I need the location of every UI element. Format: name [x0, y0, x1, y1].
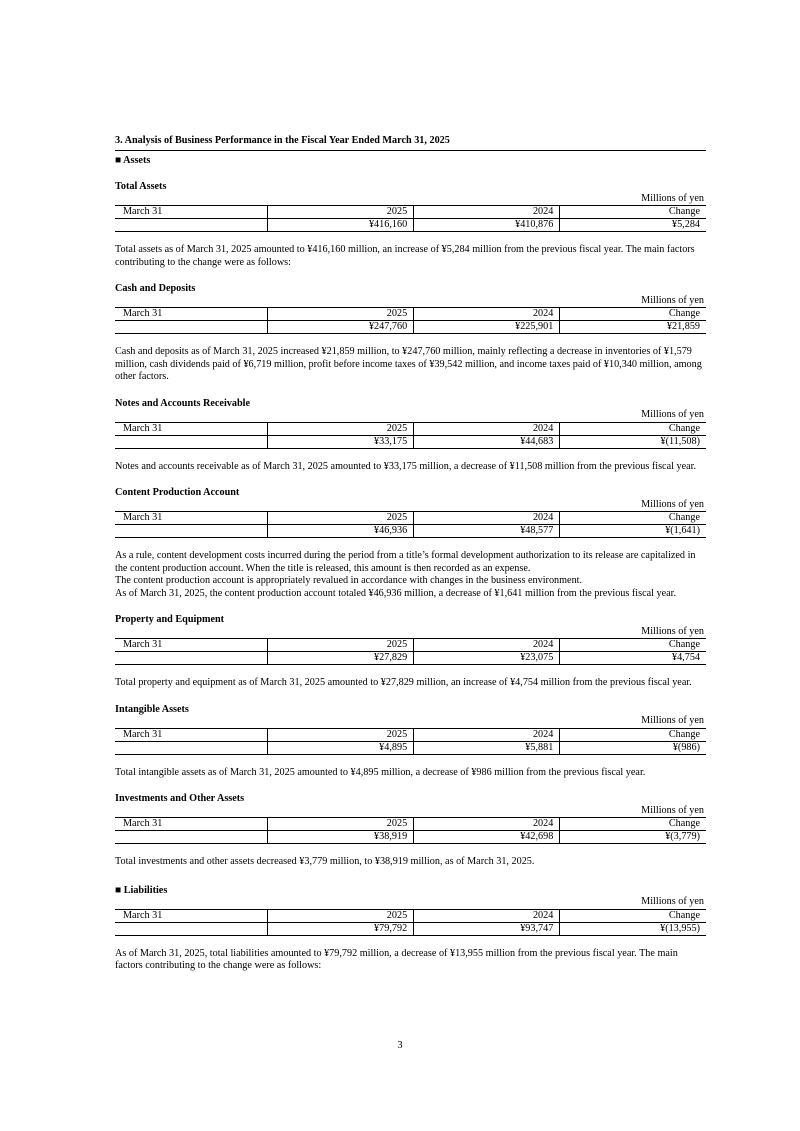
asset-section [115, 398, 706, 474]
header-2025: 2025 [268, 728, 414, 741]
section-title: Investments and Other Assets [115, 793, 245, 804]
page-content [115, 135, 706, 973]
header-change: Change [560, 639, 706, 652]
paragraph-line: Total assets as of March 31, 2025 amounted to ¥416,160 million, an increase of ¥5,284 million from the previous fiscal year. The main factors contributing to the change were as follows: [115, 244, 695, 268]
table-header-row [115, 639, 706, 652]
section-description [115, 244, 706, 269]
header-march-31: March 31 [115, 308, 268, 321]
header-change: Change [560, 909, 706, 922]
unit-label: Millions of yen [641, 498, 704, 510]
page-number: 3 [397, 1040, 403, 1051]
unit-label: Millions of yen [641, 896, 704, 907]
figures-table [115, 817, 706, 844]
asset-section [115, 704, 706, 780]
table-header-row [115, 422, 706, 435]
asset-section [115, 283, 706, 384]
unit-label: Millions of yen [641, 804, 704, 816]
value-change: ¥(3,779) [560, 831, 706, 844]
table-value-row [115, 321, 706, 334]
value-2024: ¥225,901 [414, 321, 560, 334]
header-march-31: March 31 [115, 422, 268, 435]
header-march-31: March 31 [115, 728, 268, 741]
table-header-row [115, 512, 706, 525]
value-label-empty [115, 435, 268, 448]
value-2025: ¥33,175 [268, 435, 414, 448]
asset-section [115, 614, 706, 690]
header-march-31: March 31 [115, 512, 268, 525]
paragraph-line: Total investments and other assets decreased ¥3,779 million, to ¥38,919 million, as of March 31, 2025. [115, 856, 535, 867]
unit-label: Millions of yen [641, 409, 704, 420]
section-description [115, 856, 706, 869]
value-change: ¥(13,955) [560, 922, 706, 935]
figures-table [115, 307, 706, 334]
liabilities-section-header: ■ Liabilities [115, 884, 168, 896]
paragraph-line: Cash and deposits as of March 31, 2025 increased ¥21,859 million, to ¥247,760 million, mainly reflecting a decrease in inventories of ¥1,579 million, cash dividends paid of ¥6,719 million, profit before income taxes of ¥39,542 million, and income taxes paid of ¥10,340 million, among other factors. [115, 346, 702, 382]
asset-section [115, 181, 706, 269]
value-label-empty [115, 652, 268, 665]
header-2025: 2025 [268, 909, 414, 922]
value-2024: ¥42,698 [414, 831, 560, 844]
header-2024: 2024 [414, 512, 560, 525]
value-label-empty [115, 219, 268, 232]
value-change: ¥(1,641) [560, 525, 706, 538]
section-description [115, 346, 706, 384]
value-2025: ¥79,792 [268, 922, 414, 935]
unit-label: Millions of yen [641, 192, 704, 204]
value-label-empty [115, 741, 268, 754]
section-description [115, 677, 706, 690]
value-2025: ¥27,829 [268, 652, 414, 665]
section-title: Notes and Accounts Receivable [115, 397, 250, 409]
figures-table [115, 728, 706, 755]
document-title: 3. Analysis of Business Performance in the Fiscal Year Ended March 31, 2025 [115, 135, 706, 151]
value-2024: ¥5,881 [414, 741, 560, 754]
section-title: Intangible Assets [115, 703, 189, 715]
unit-label: Millions of yen [641, 625, 704, 637]
table-value-row [115, 831, 706, 844]
paragraph-line: Total intangible assets as of March 31, 2025 amounted to ¥4,895 million, a decrease of ¥986 million from the previous fiscal year. [115, 766, 646, 778]
header-2025: 2025 [268, 512, 414, 525]
value-2025: ¥416,160 [268, 219, 414, 232]
paragraph-line: The content production account is appropriately revalued in accordance with changes in the business environment. [115, 575, 583, 586]
header-march-31: March 31 [115, 639, 268, 652]
section-title: Cash and Deposits [115, 283, 196, 294]
section-title: Total Assets [115, 181, 167, 192]
table-header-row [115, 728, 706, 741]
value-2024: ¥23,075 [414, 652, 560, 665]
table-value-row [115, 435, 706, 448]
section-description [115, 550, 706, 600]
header-2024: 2024 [414, 639, 560, 652]
table-value-row [115, 741, 706, 754]
paragraph-line: As of March 31, 2025, total liabilities amounted to ¥79,792 million, a decrease of ¥13,955 million from the previous fiscal year. The main factors contributing to the change were as follows: [115, 947, 678, 971]
header-change: Change [560, 308, 706, 321]
value-2024: ¥44,683 [414, 435, 560, 448]
header-march-31: March 31 [115, 818, 268, 831]
value-2025: ¥247,760 [268, 321, 414, 334]
table-header-row [115, 308, 706, 321]
value-2025: ¥46,936 [268, 525, 414, 538]
figures-table [115, 205, 706, 232]
section-title: Content Production Account [115, 487, 240, 498]
figures-table [115, 638, 706, 665]
liabilities-description [115, 948, 706, 973]
liabilities-table [115, 909, 706, 936]
value-2025: ¥38,919 [268, 831, 414, 844]
paragraph-line: As a rule, content development costs incurred during the period from a title’s formal development authorization to its release are capitalized in the content production account. When the title is released, this amount is then recorded as an expense. [115, 550, 696, 574]
value-change: ¥(11,508) [560, 435, 706, 448]
asset-section [115, 487, 706, 600]
value-change: ¥21,859 [560, 321, 706, 334]
paragraph-line: As of March 31, 2025, the content production account totaled ¥46,936 million, a decrease of ¥1,641 million from the previous fiscal year. [115, 587, 677, 599]
header-change: Change [560, 728, 706, 741]
section-title: Property and Equipment [115, 614, 225, 625]
header-2024: 2024 [414, 308, 560, 321]
section-description [115, 461, 706, 474]
value-label-empty [115, 525, 268, 538]
figures-table [115, 511, 706, 538]
asset-sections [115, 181, 706, 869]
unit-label: Millions of yen [641, 294, 704, 306]
table-value-row [115, 922, 706, 935]
header-change: Change [560, 512, 706, 525]
header-change: Change [560, 206, 706, 219]
value-2025: ¥4,895 [268, 741, 414, 754]
table-value-row [115, 652, 706, 665]
header-2024: 2024 [414, 728, 560, 741]
value-label-empty [115, 922, 268, 935]
table-value-row [115, 525, 706, 538]
header-2024: 2024 [414, 909, 560, 922]
header-2025: 2025 [268, 308, 414, 321]
header-2024: 2024 [414, 206, 560, 219]
section-description [115, 767, 706, 780]
value-2024: ¥93,747 [414, 922, 560, 935]
table-header-row [115, 909, 706, 922]
header-change: Change [560, 818, 706, 831]
table-value-row [115, 219, 706, 232]
paragraph-line: Total property and equipment as of March 31, 2025 amounted to ¥27,829 million, an increase of ¥4,754 million from the previous fiscal year. [115, 677, 692, 688]
value-change: ¥(986) [560, 741, 706, 754]
assets-section-header: ■ Assets [115, 154, 151, 166]
header-2025: 2025 [268, 422, 414, 435]
value-2024: ¥410,876 [414, 219, 560, 232]
paragraph-line: Notes and accounts receivable as of March 31, 2025 amounted to ¥33,175 million, a decrease of ¥11,508 million from the previous fiscal year. [115, 460, 696, 472]
value-change: ¥4,754 [560, 652, 706, 665]
value-change: ¥5,284 [560, 219, 706, 232]
value-label-empty [115, 321, 268, 334]
unit-label: Millions of yen [641, 715, 704, 726]
header-2024: 2024 [414, 818, 560, 831]
header-march-31: March 31 [115, 909, 268, 922]
header-2025: 2025 [268, 206, 414, 219]
value-label-empty [115, 831, 268, 844]
figures-table [115, 422, 706, 449]
table-header-row [115, 206, 706, 219]
value-2024: ¥48,577 [414, 525, 560, 538]
header-2025: 2025 [268, 639, 414, 652]
header-2025: 2025 [268, 818, 414, 831]
header-2024: 2024 [414, 422, 560, 435]
header-change: Change [560, 422, 706, 435]
table-header-row [115, 818, 706, 831]
asset-section [115, 793, 706, 869]
header-march-31: March 31 [115, 206, 268, 219]
